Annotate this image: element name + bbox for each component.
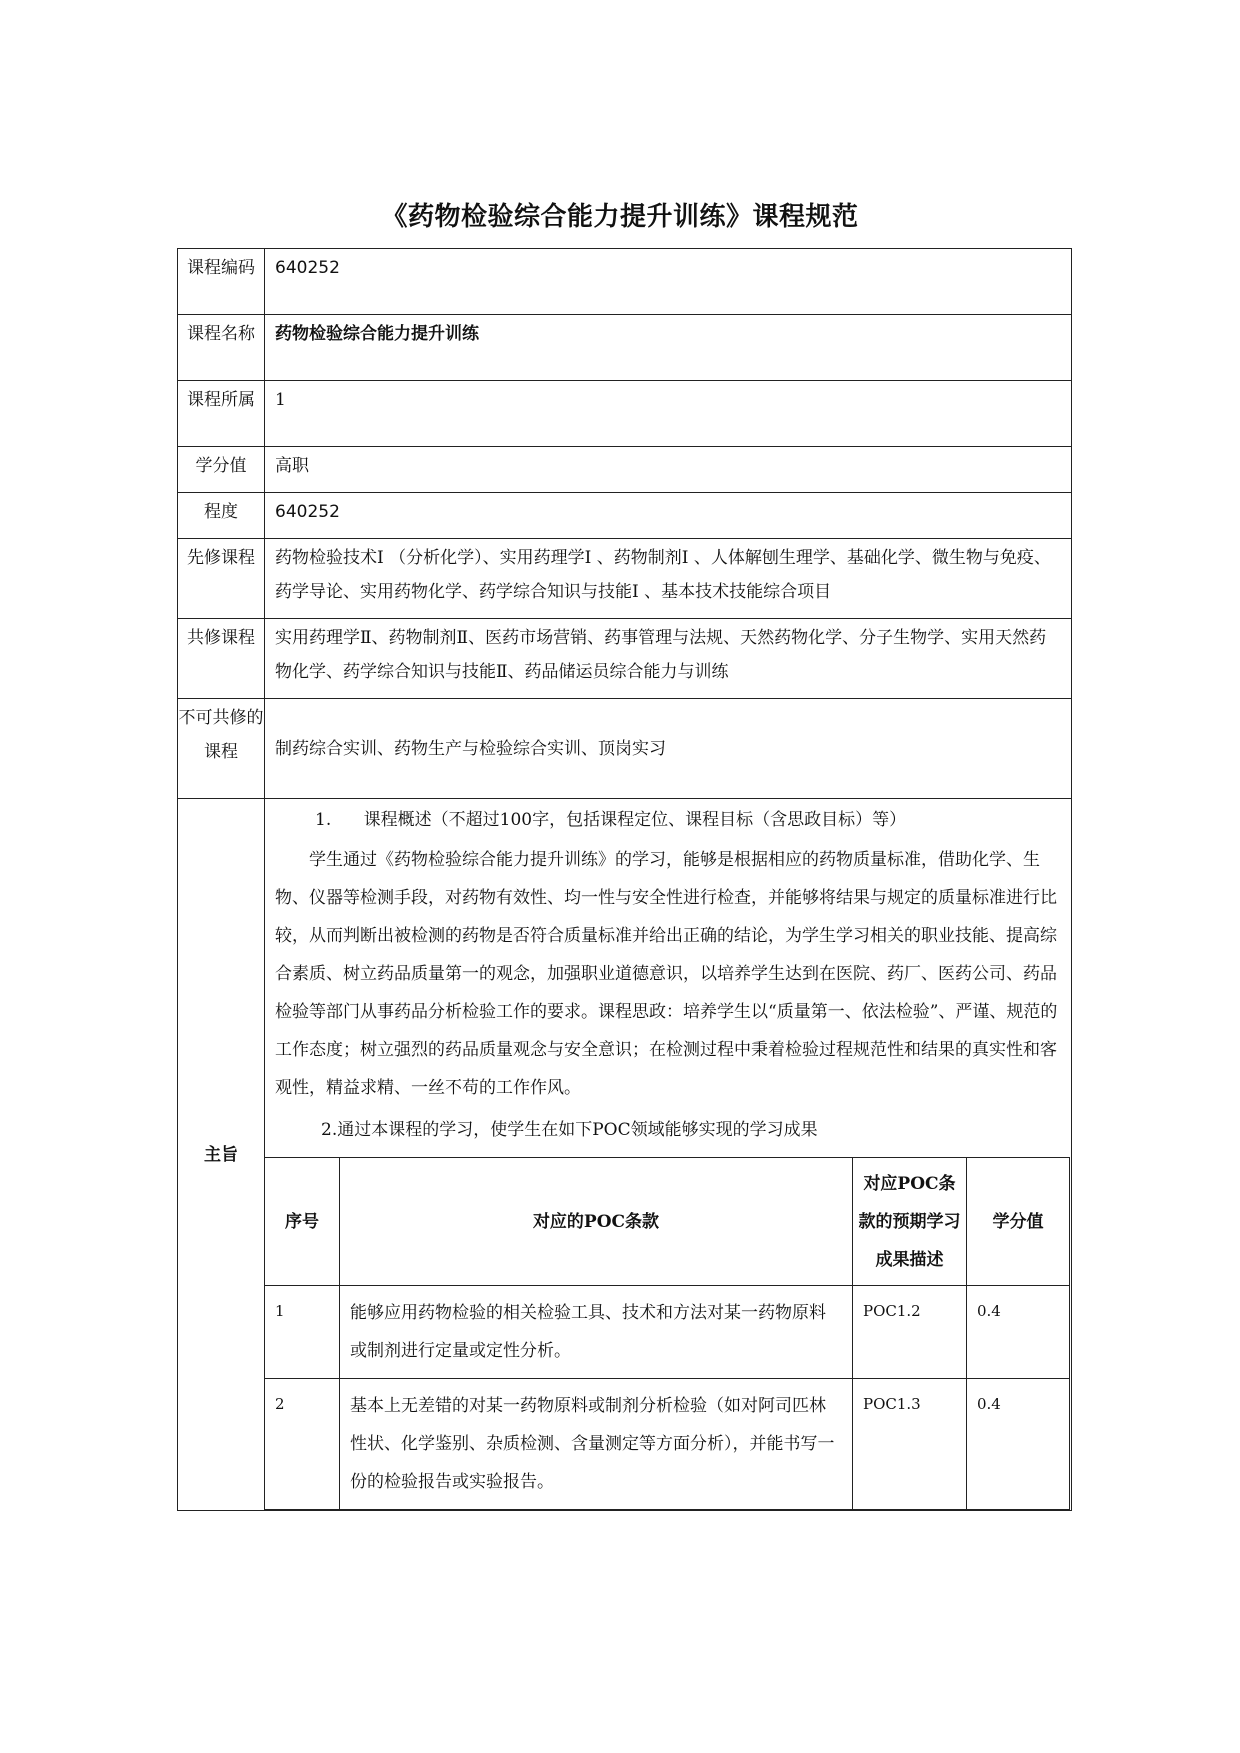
label-course-code: 课程编码 (178, 249, 265, 315)
value-credit: 高职 (265, 447, 1072, 493)
row-course-name (178, 315, 1072, 381)
value-course-belong: 1 (265, 381, 1072, 447)
label-coreq: 共修课程 (178, 619, 265, 699)
poc-row-clause: 基本上无差错的对某一药物原料或制剂分析检验（如对阿司匹林性状、化学鉴别、杂质检测、含量测定等方面分析），并能书写一份的检验报告或实验报告。 (340, 1379, 853, 1510)
row-exclusive (178, 699, 1072, 799)
label-purpose: 主旨 (178, 799, 265, 1511)
value-course-code: 640252 (265, 249, 1072, 315)
row-course-belong (178, 381, 1072, 447)
value-prereq: 药物检验技术Ⅰ （分析化学）、实用药理学Ⅰ 、药物制剂Ⅰ 、人体解刨生理学、基础化学、微生物与免疫、药学导论、实用药物化学、药学综合知识与技能Ⅰ 、基本技术技能综合项目 (265, 539, 1072, 619)
section1-title: 1. 课程概述（不超过100字，包括课程定位、课程目标（含思政目标）等） (315, 810, 907, 830)
row-coreq (178, 619, 1072, 699)
course-spec-table (177, 248, 1072, 1511)
value-exclusive: 制药综合实训、药物生产与检验综合实训、顶岗实习 (265, 699, 1072, 799)
poc-row-no: 1 (265, 1286, 340, 1379)
poc-row-clause: 能够应用药物检验的相关检验工具、技术和方法对某一药物原料或制剂进行定量或定性分析。 (340, 1286, 853, 1379)
table-row (265, 1379, 1070, 1510)
label-course-name: 课程名称 (178, 315, 265, 381)
label-course-belong: 课程所属 (178, 381, 265, 447)
label-exclusive: 不可共修的课程 (178, 699, 265, 799)
value-course-name: 药物检验综合能力提升训练 (265, 315, 1072, 381)
poc-header-clause: 对应的POC条款 (340, 1158, 853, 1286)
poc-row-poc: POC1.3 (853, 1379, 967, 1510)
value-coreq: 实用药理学Ⅱ、药物制剂Ⅱ、医药市场营销、药事管理与法规、天然药物化学、分子生物学、实用天然药物化学、药学综合知识与技能Ⅱ、药品储运员综合能力与训练 (265, 619, 1072, 699)
row-purpose (178, 799, 1072, 1511)
label-credit: 学分值 (178, 447, 265, 493)
label-level: 程度 (178, 493, 265, 539)
document-title: 《药物检验综合能力提升训练》课程规范 (381, 202, 859, 232)
poc-row-poc: POC1.2 (853, 1286, 967, 1379)
row-credit (178, 447, 1072, 493)
poc-row-no: 2 (265, 1379, 340, 1510)
section1-body: 学生通过《药物检验综合能力提升训练》的学习，能够是根据相应的药物质量标准，借助化学、生物、仪器等检测手段，对药物有效性、均一性与安全性进行检查，并能够将结果与规定的质量标准进行比较，从而判断出被检测的药物是否符合质量标准并给出正确的结论，为学生学习相关的职业技能、提高综合素质、树立药品质量第一的观念，加强职业道德意识，以培养学生达到在医院、药厂、医药公司、药品检验等部门从事药品分析检验工作的要求。课程思政：培养学生以“质量第一、依法检验”、严谨、规范的工作态度；树立强烈的药品质量观念与安全意识；在检测过程中秉着检验过程规范性和结果的真实性和客观性，精益求精、一丝不苟的工作作风。 (275, 850, 1058, 1098)
row-prereq (178, 539, 1072, 619)
poc-row-credit: 0.4 (967, 1379, 1070, 1510)
section2-title: 2.通过本课程的学习，使学生在如下POC领域能够实现的学习成果 (321, 1120, 818, 1140)
value-level: 640252 (265, 493, 1072, 539)
poc-header-no: 序号 (265, 1158, 340, 1286)
poc-header-outcome: 对应POC条款的预期学习成果描述 (853, 1158, 967, 1286)
poc-row-credit: 0.4 (967, 1286, 1070, 1379)
label-prereq: 先修课程 (178, 539, 265, 619)
row-course-code (178, 249, 1072, 315)
row-level (178, 493, 1072, 539)
poc-header-row (265, 1158, 1070, 1286)
table-row (265, 1286, 1070, 1379)
poc-header-credit: 学分值 (967, 1158, 1070, 1286)
poc-table (264, 1157, 1070, 1510)
purpose-content (265, 799, 1072, 1511)
